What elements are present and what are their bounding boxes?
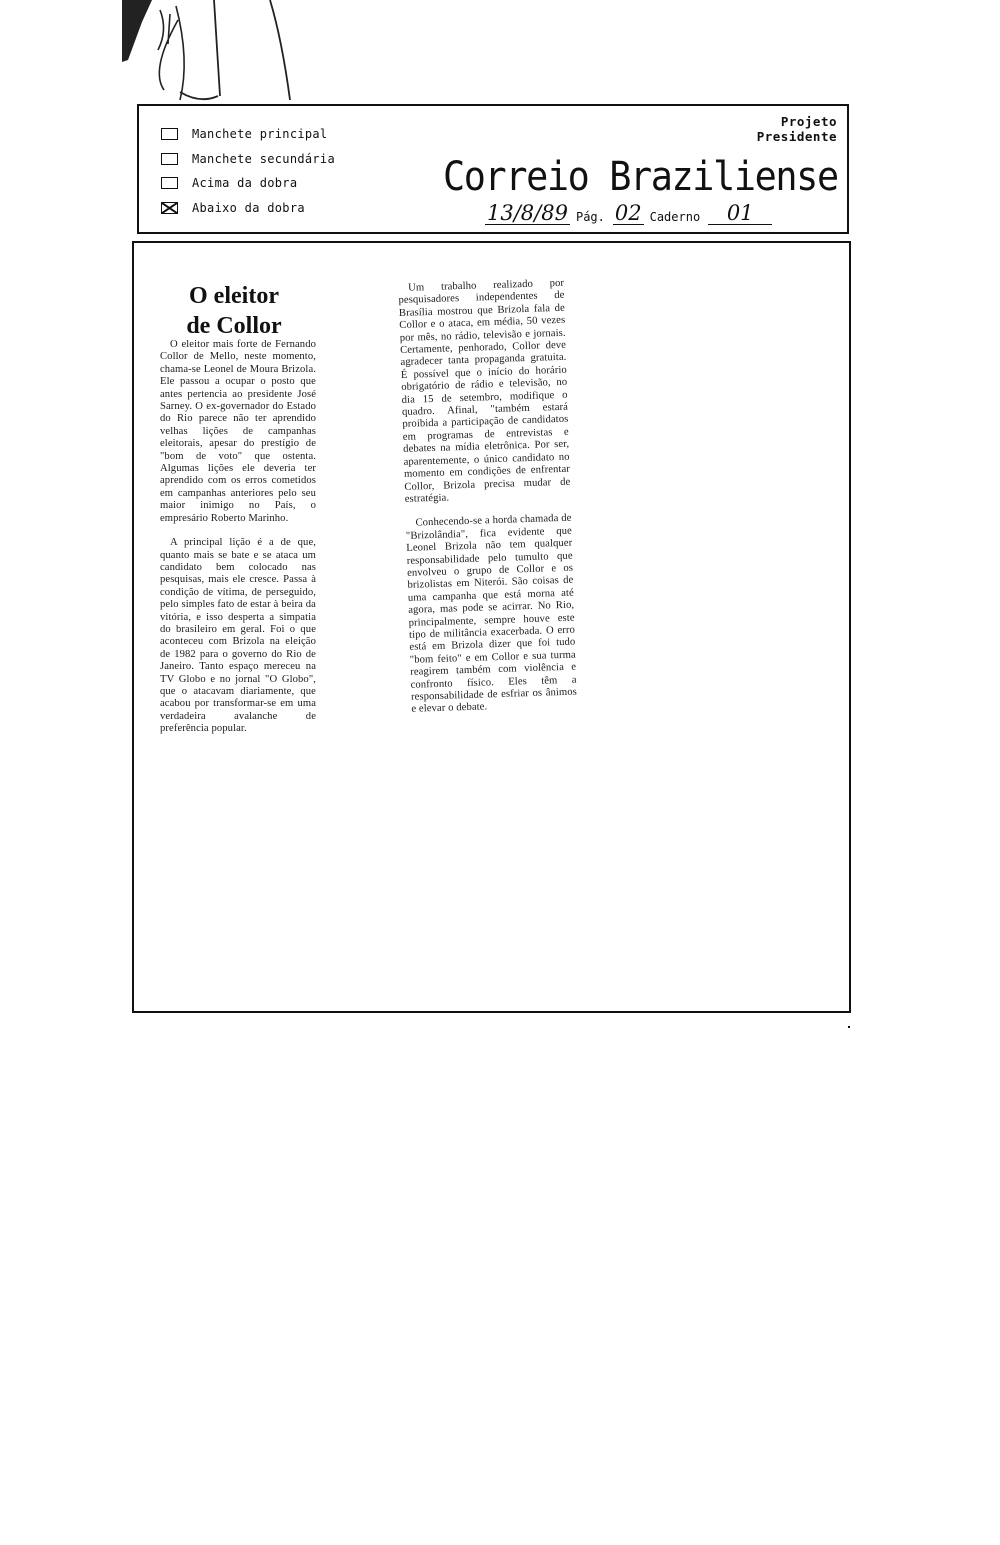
- handwritten-scribble: [120, 0, 300, 110]
- checklist-label: Abaixo da dobra: [192, 200, 305, 215]
- checklist-label: Acima da dobra: [192, 176, 298, 191]
- article-paragraph: Conhecendo-se a horda chamada de "Brizolândia", fica evidente que Leonel Brizola não tem qualquer responsabilidade pelo tumulto que envolveu o grupo de Collor e os brizolistas em Niterói. São coisas de uma campanha que está morna até agora, mas pode se acirrar. No Rio, principalmente, sempre houve este tipo de militância exacerbada. O erro está em Brizola dizer que foi tudo "bom feito" e em Collor e sua turma reagirem também com violência e confronto físico. Eles têm a responsabilidade de esfriar os ânimos e elevar o debate.: [405, 512, 578, 716]
- checkbox-icon: [161, 177, 178, 189]
- headline-line: de Collor: [186, 313, 282, 339]
- checklist-label: Manchete secundária: [192, 151, 335, 166]
- article-headline: [164, 281, 304, 341]
- article-paragraph: A principal lição é a de que, quanto mais se bate e se ataca um candidato bem colocado nas pesquisas, mais ele cresce. Passa à condição de vítima, de perseguido, pelo simples fato de estar à beira da vitória, e isso desperta a simpatia do brasileiro em geral. Foi o que aconteceu com Brizola na eleição de 1982 para o governo do Rio de Janeiro. Tanto espaço mereceu na TV Globo e no jornal "O Globo", que o atacavam diariamente, que acabou por transformar-se em uma verdadeira avalanche de preferência popular.: [160, 537, 316, 735]
- headline-line: O eleitor: [189, 283, 279, 309]
- checklist-label: Manchete principal: [192, 127, 328, 142]
- project-label: [757, 114, 837, 144]
- checklist-item: [161, 171, 335, 196]
- article-column-2: [398, 278, 578, 729]
- checklist-item: [161, 147, 335, 172]
- project-line: Presidente: [756, 129, 837, 144]
- clipping-header: [137, 104, 849, 234]
- checklist-item: [161, 122, 335, 147]
- article-paragraph: Um trabalho realizado por pesquisadores independentes de Brasília mostrou que Brizola fala de Collor e o ataca, em média, 50 vezes por mês, no rádio, televisão e jornais. Certamente, penhorado, Collor deve agradecer tanta propaganda gratuita. É possível que o início do horário obrigatório de rádio e televisão, no dia 15 de setembro, modifique o quadro. Afinal, "também estará proibida a participação de candidatos em programas de entrevistas e debates na mídia eletrônica. Por ser, aparentemente, o único candidato no momento em condições de enfrentar Collor, Brizola precisa mudar de estratégia.: [398, 277, 571, 505]
- checkbox-icon: [161, 128, 178, 140]
- clipping-meta: [485, 202, 772, 225]
- newspaper-masthead: Correio Braziliense: [443, 154, 838, 200]
- placement-checklist: [161, 122, 335, 220]
- article-clipping: [132, 241, 851, 1013]
- handwritten-date: 13/8/89: [487, 201, 568, 225]
- project-line: Projeto: [780, 114, 837, 129]
- page-label: Pág.: [575, 210, 605, 224]
- checkbox-icon: [161, 153, 178, 165]
- section-label: Caderno: [649, 210, 701, 224]
- handwritten-page: 02: [614, 201, 642, 225]
- article-paragraph: O eleitor mais forte de Fernando Collor de Mello, neste momento, chama-se Leonel de Moura Brizola. Ele passou a ocupar o posto que antes pertencia ao presidente José Sarney. O ex-governador do Estado do Rio parece não ter aprendido velhas lições de campanhas eleitorais, apesar do prestígio de "bom de voto" que ostenta. Algumas lições ele deveria ter aprendido com os erros cometidos em campanhas anteriores pelo seu maior inimigo no País, o empresário Roberto Marinho.: [160, 339, 316, 524]
- handwritten-section: 01: [708, 202, 772, 225]
- scan-speck: [848, 1026, 850, 1028]
- article-column-1: [160, 339, 316, 748]
- checked-checkbox-icon: [161, 202, 178, 214]
- checklist-item: [161, 196, 335, 221]
